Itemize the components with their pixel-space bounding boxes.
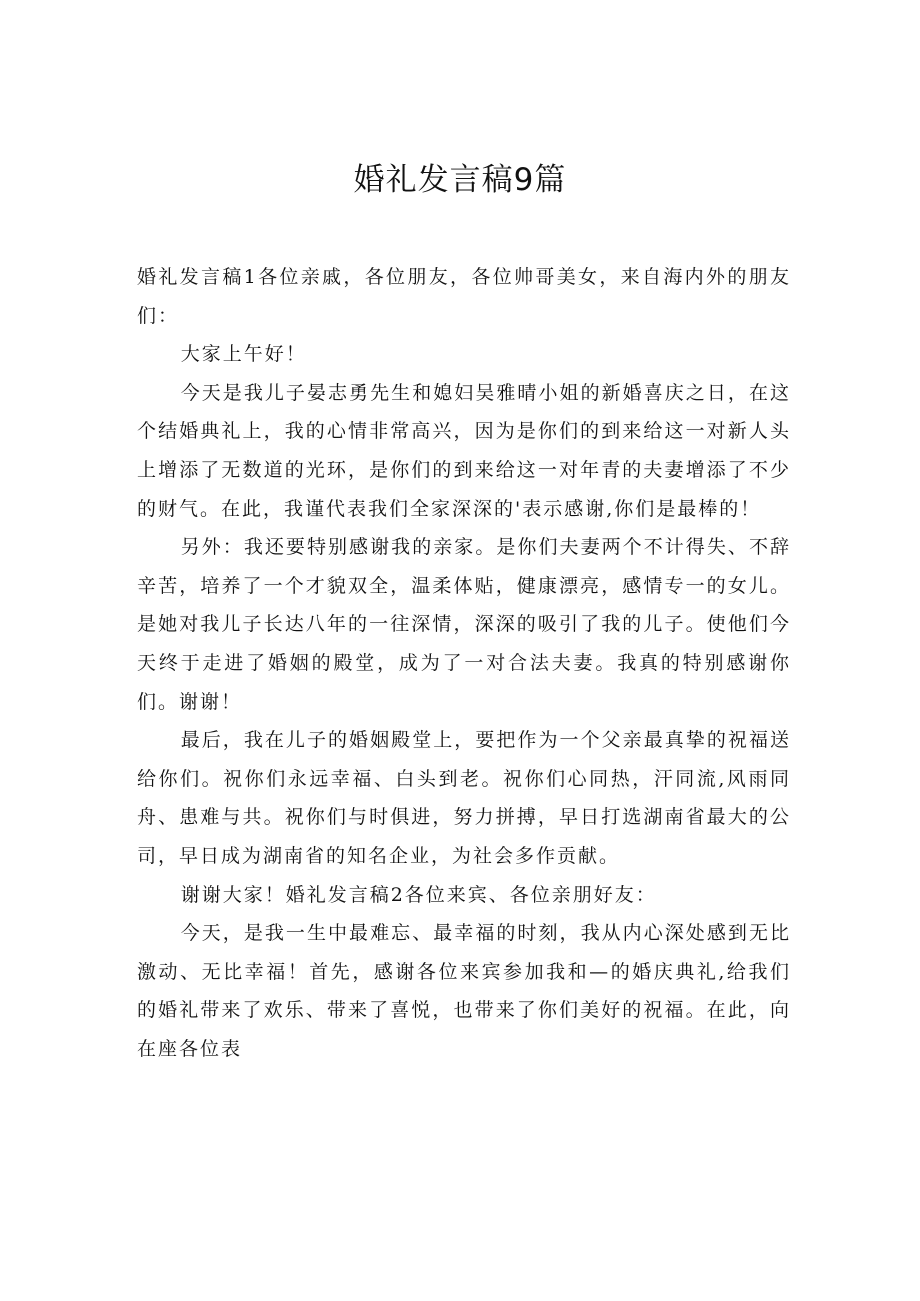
paragraph-6: 谢谢大家！婚礼发言稿2各位来宾、各位亲朋好友： xyxy=(180,883,657,906)
paragraph-5: 最后，我在儿子的婚姻殿堂上，要把作为一个父亲最真挚的祝福送给你们。祝你们永远幸福、白头到老。祝你们心同热，汗同流,风雨同舟、患难与共。祝你们与时俱进，努力拼搏，早日打选湖南省最大的公司，早日成为湖南省的知名企业，为社会多作贡献。 xyxy=(137,729,791,867)
paragraph-7: 今天，是我一生中最难忘、最幸福的时刻，我从内心深处感到无比激动、无比幸福！首先，感谢各位来宾参加我和—的婚庆典礼,给我们的婚礼带来了欢乐、带来了喜悦，也带来了你们美好的祝福。在此，向在座各位表 xyxy=(137,922,791,1060)
document-body xyxy=(137,258,791,1068)
paragraph-1: 婚礼发言稿1各位亲戚，各位朋友，各位帅哥美女，来自海内外的朋友们： xyxy=(137,266,791,327)
paragraph-4: 另外：我还要特别感谢我的亲家。是你们夫妻两个不计得失、不辞辛苦，培养了一个才貌双全，温柔体贴，健康漂亮，感情专一的女儿。是她对我儿子长达八年的一往深情，深深的吸引了我的儿子。使他们今天终于走进了婚姻的殿堂，成为了一对合法夫妻。我真的特别感谢你们。谢谢！ xyxy=(137,536,791,713)
document-title: 婚礼发言稿9篇 xyxy=(353,162,567,198)
paragraph-2: 大家上午好！ xyxy=(180,343,307,366)
paragraph-3: 今天是我儿子晏志勇先生和媳妇吴雅晴小姐的新婚喜庆之日，在这个结婚典礼上，我的心情非常高兴，因为是你们的到来给这一对新人头上增添了无数道的光环，是你们的到来给这一对年青的夫妻增添了不少的财气。在此，我谨代表我们全家深深的'表示感谢,你们是最棒的！ xyxy=(137,381,791,520)
